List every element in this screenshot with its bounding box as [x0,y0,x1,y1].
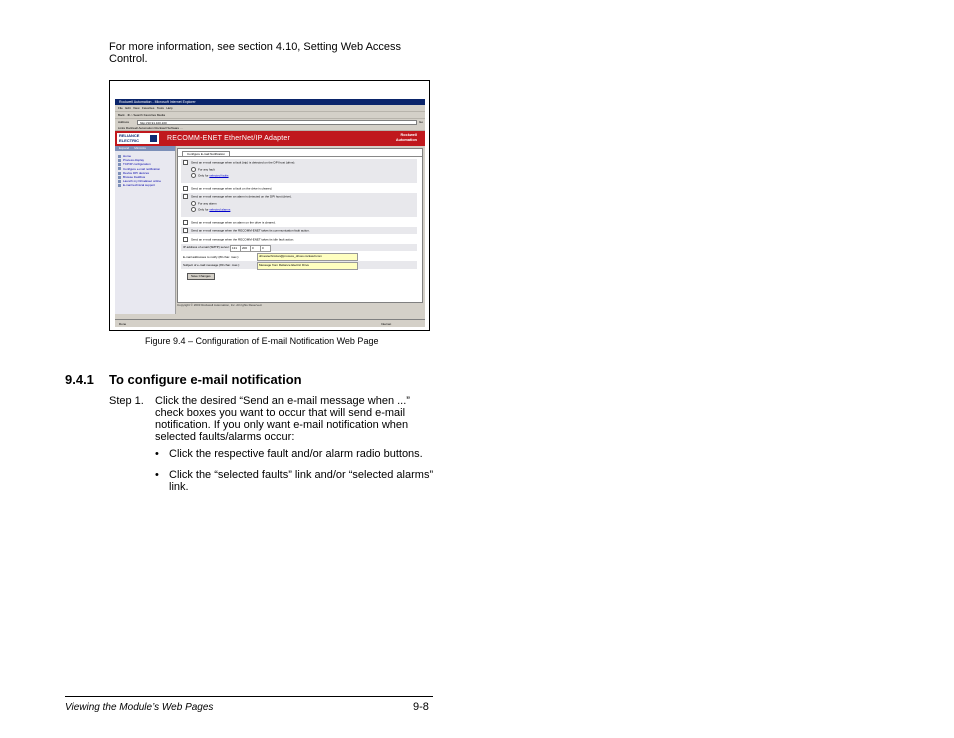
subject-label: Subject of e-mail message (80 char. max.): [183,263,241,267]
banner-title: RECOMM-ENET EtherNet/IP Adapter [167,135,291,142]
status-zone: Internet [381,322,392,326]
sidebar-item-dpi[interactable]: Device DPI devices [115,171,175,175]
address-input[interactable]: http://10.91.100.100 [137,120,417,125]
radio-icon [191,173,196,178]
step-line-2: check boxes you want to occur that will send e-mail [155,407,406,419]
menu-bar [115,105,425,112]
alarm-selected-radio[interactable]: Only for selected alarms [191,207,230,212]
figure-frame [109,80,430,331]
sidebar-item-fieldbus[interactable]: Browse Fieldbus [115,175,175,179]
sidebar-item-driveexec[interactable]: Launch my DriveExec online [115,179,175,183]
bullet-mark-1: • [155,448,159,460]
subject-input[interactable]: Message from Reliance Electric Drive [257,262,358,270]
window-title: Rockwell Automation - Microsoft Internet Explorer [115,99,425,105]
menu-view[interactable]: View [133,106,140,110]
bullet-text-2-line2: link. [169,481,189,493]
footer-section-title: Viewing the Module’s Web Pages [65,702,214,713]
checkbox-icon [183,186,188,191]
alarm-group [181,193,417,217]
alarm-cleared-option[interactable]: Send an e-mail message when an alarm on the drive is cleared. [183,220,276,225]
checkbox-icon [183,160,188,165]
menu-favorites[interactable]: Favorites [142,106,155,110]
step-label: Step 1. [109,395,144,407]
fault-detected-option[interactable]: Send an e-mail message when a fault (trip) is detected on the DPI host (drive). [183,160,295,165]
status-done: Done [119,322,127,326]
page-number: 9-8 [413,701,429,713]
sidebar-item-email[interactable]: Configure e-mail notification [115,167,175,171]
sidebar-expand[interactable]: Expand [119,146,130,150]
smtp-octet-2[interactable]: 200 [240,245,251,252]
checkbox-icon [183,194,188,199]
smtp-octet-1[interactable]: 131 [230,245,241,252]
page-banner [115,131,425,146]
sidebar-item-process-display[interactable]: Process display [115,158,175,162]
sidebar-item-support[interactable]: E-mail technical support [115,183,175,187]
smtp-octet-4[interactable]: 0 [260,245,271,252]
section-number: 9.4.1 [65,372,94,387]
smtp-label: IP address of email (SMTP) server: [183,245,230,249]
page-icon [118,163,121,166]
checkbox-icon [183,237,188,242]
content-panel [177,148,423,303]
intro-text-line1: For more information, see section 4.10, Setting Web Access [109,41,402,53]
menu-edit[interactable]: Edit [125,106,131,110]
sidebar-minimize[interactable]: Minimize [134,146,147,150]
menu-tools[interactable]: Tools [156,106,164,110]
email-to-input[interactable]: drivestechnician@process_drives.rockwell.com [257,253,358,261]
sidebar-item-tcpip[interactable]: TCP/IP configuration [115,162,175,166]
footer-rule [65,696,433,697]
bullet-mark-2: • [155,469,159,481]
reliance-logo: RELIANCE ELECTRIC [117,133,159,144]
tab-email-notification[interactable]: Configure E-mail Notification [182,151,230,157]
alarm-detected-option[interactable]: Send an e-mail message when an alarm is detected on the DPI host (drive). [183,194,292,199]
idle-fault-option[interactable]: Send an e-mail message when the RECOMM-ENET takes its idle fault action. [183,237,294,242]
section-title: To configure e-mail notification [109,372,302,387]
address-label: Address [118,120,130,124]
radio-icon [191,201,196,206]
mail-icon [118,184,121,187]
figure-caption: Figure 9.4 – Configuration of E-mail Notification Web Page [145,336,379,346]
step-line-3: notification. If you only want e-mail notification when [155,419,409,431]
copyright-text: Copyright © 2003 Rockwell Automation, Inc. All rights Reserved. [177,303,263,307]
browser-screenshot [115,99,425,327]
page-icon [118,167,121,170]
selected-faults-link[interactable]: selected faults [209,173,229,178]
smtp-row [181,244,417,251]
fault-group [181,159,417,183]
comm-fault-option[interactable]: Send an e-mail message when the RECOMM-ENET takes its communication fault action. [183,228,310,233]
menu-help[interactable]: Help [166,106,173,110]
step-line-1: Click the desired “Send an e-mail message when ...” [155,395,410,407]
comm-fault-row [181,227,417,234]
fault-any-radio[interactable]: For any fault [191,167,215,172]
alarm-any-radio[interactable]: For any alarm [191,201,217,206]
rockwell-brand: Rockwell Automation [395,133,417,142]
bullet-text-1: Click the respective fault and/or alarm radio buttons. [169,448,423,460]
fault-selected-radio[interactable]: Only for selected faults [191,173,229,178]
checkbox-icon [183,220,188,225]
selected-alarms-link[interactable]: selected alarms [209,207,231,212]
intro-text-line2: Control. [109,53,148,65]
nav-sidebar [115,146,176,314]
smtp-octet-3[interactable]: 0 [250,245,261,252]
fault-cleared-option[interactable]: Send an e-mail message when a fault on the drive is cleared. [183,186,272,191]
toolbar[interactable]: Back · ⊗ ⌂ Search Favorites Media [115,112,425,119]
email-to-label: E-mail addresses to notify (80 char. max.): [183,255,240,259]
go-button[interactable]: Go [418,120,423,124]
bullet-text-2-line1: Click the “selected faults” link and/or “selected alarms” [169,469,434,481]
checkbox-icon [183,228,188,233]
step-line-4: selected faults/alarms occur: [155,431,295,443]
radio-icon [191,167,196,172]
menu-file[interactable]: File [118,106,123,110]
save-changes-button[interactable]: Save Changes [187,273,215,280]
sidebar-item-home[interactable]: Home [115,154,175,158]
logo-square-icon [150,135,157,142]
radio-icon [191,207,196,212]
links-bar[interactable]: Links Rockwell Automation Rockwell Software ... [115,125,425,131]
status-bar [115,319,425,327]
